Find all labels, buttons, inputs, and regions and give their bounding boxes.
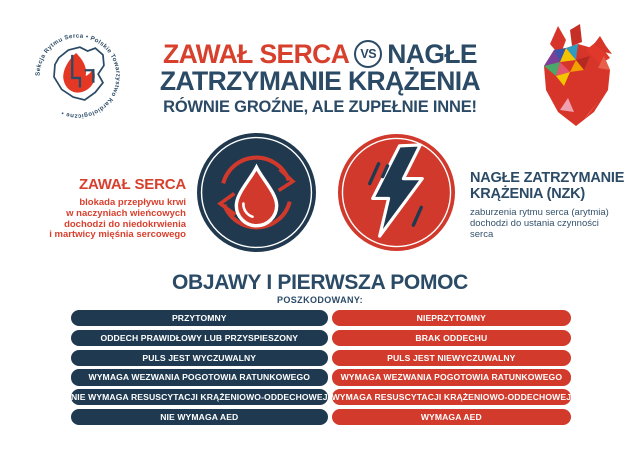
cardiac-arrest-body (470, 207, 636, 241)
logo-ring-text: Sekcja Rytmu Serca • Polskie Towarzystwo Kardiologiczne • (34, 32, 122, 120)
poland-map-heart-logo (30, 28, 126, 124)
table-row: NIE WYMAGA RESUSCYTACJI KRĄŻENIOWO-ODDECHOWEJ (71, 389, 328, 405)
table-row: PRZYTOMNY (71, 310, 328, 326)
body-line: blokada przepływu krwi (79, 197, 186, 208)
tagline: RÓWNIE GROŹNE, ALE ZUPEŁNIE INNE! (163, 98, 477, 116)
header (140, 40, 500, 117)
table-row: WYMAGA AED (332, 409, 571, 425)
table-row: WYMAGA WEZWANIA POGOTOWIA RATUNKOWEGO (332, 369, 571, 385)
table-row: PULS JEST NIEWYCZUWALNY (332, 350, 571, 366)
vs-badge: VS (354, 40, 382, 68)
heart-attack-body (26, 198, 186, 241)
symptoms-section-title: OBJAWY I PIERWSZA POMOC (171, 271, 469, 294)
body-line: zaburzenia rytmu serca (arytmia) (470, 207, 609, 218)
polygonal-heart-illustration (530, 24, 626, 130)
title-line-2: ZATRZYMANIE KRĄŻENIA (159, 66, 481, 96)
table-row: NIE WYMAGA AED (71, 409, 328, 425)
heart-attack-column (71, 310, 328, 425)
heart-vessel-right (570, 24, 582, 46)
blood-drop-circulation-icon (196, 132, 317, 253)
heart-attack-description (26, 176, 186, 241)
cardiac-arrest-column (332, 310, 571, 425)
table-row: BRAK ODDECHU (332, 330, 571, 346)
heart-attack-heading: ZAWAŁ SERCA (79, 176, 186, 193)
table-row: ODDECH PRAWIDŁOWY LUB PRZYSPIESZONY (71, 330, 328, 346)
symptoms-comparison-table (71, 310, 572, 425)
title-zawal-serca: ZAWAŁ SERCA (162, 38, 350, 69)
title-line-1 (140, 40, 500, 68)
cardiac-arrest-heading: NAGŁE ZATRZYMANIE KRĄŻENIA (NZK) (470, 170, 625, 202)
cardiac-arrest-description (470, 171, 636, 241)
body-line: dochodzi do ustania czynności (470, 218, 599, 230)
body-line: w naczyniach wieńcowych (66, 207, 186, 219)
table-row: WYMAGA RESUSCYTACJI KRĄŻENIOWO-ODDECHOWEJ (332, 389, 571, 405)
body-line: serca (470, 229, 494, 241)
body-line: dochodzi do niedokrwienia (64, 218, 186, 230)
table-row: NIEPRZYTOMNY (332, 310, 571, 326)
table-row: WYMAGA WEZWANIA POGOTOWIA RATUNKOWEGO (71, 369, 328, 385)
title-nagle: NAGŁE (387, 38, 478, 69)
lightning-bolt-icon (337, 133, 456, 252)
table-row: PULS JEST WYCZUWALNY (71, 350, 328, 366)
body-line: i martwicy mięśnia sercowego (49, 229, 186, 241)
symptoms-section-subtitle: POSZKODOWANY: (276, 295, 364, 305)
